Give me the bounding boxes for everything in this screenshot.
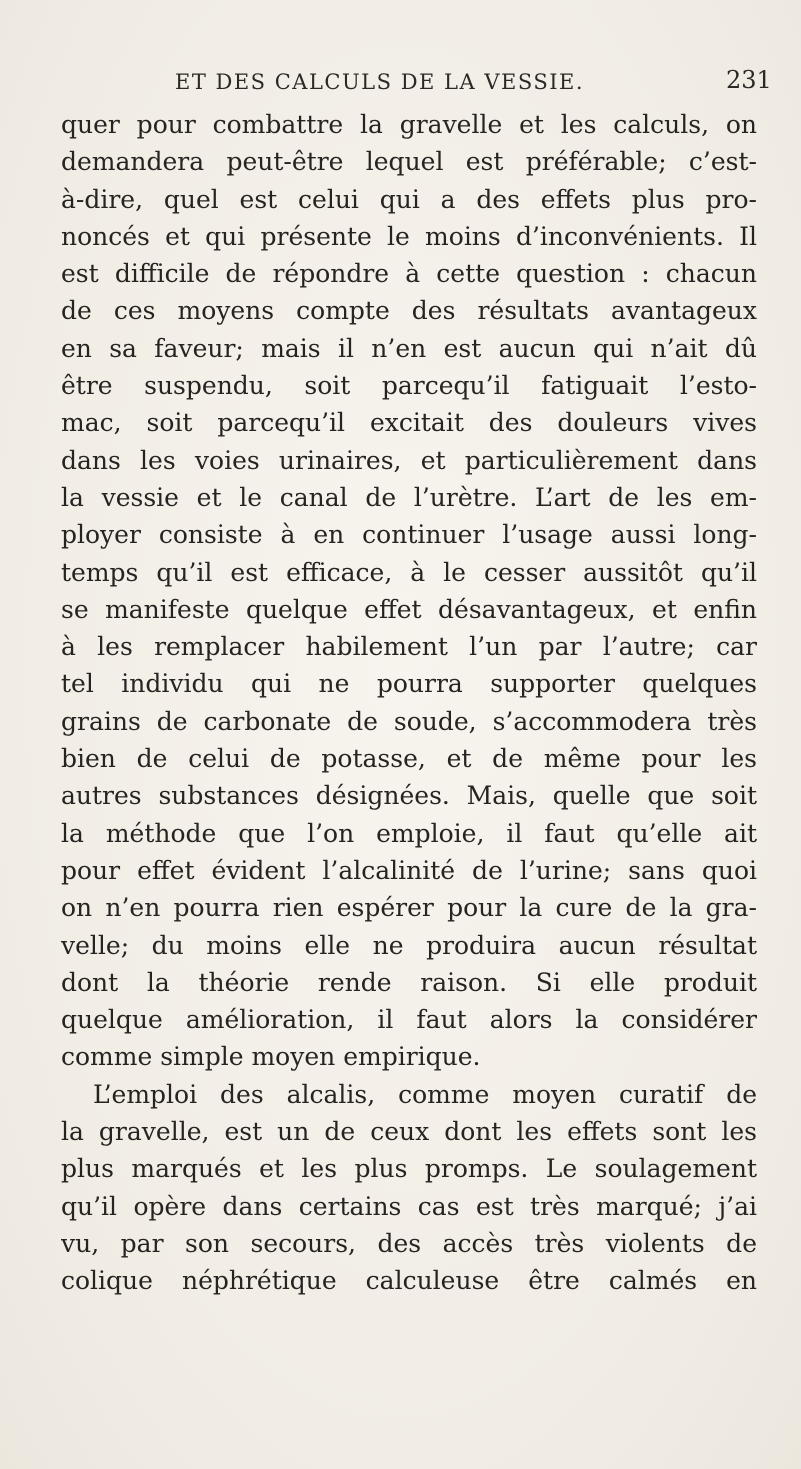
text-line: ployer consiste à en continuer l’usage aussi long- bbox=[61, 520, 757, 550]
text-line: grains de carbonate de soude, s’accommodera très bbox=[61, 706, 757, 736]
text-line: pour effet évident l’alcalinité de l’urine; sans quoi bbox=[61, 855, 757, 885]
text-line: velle; du moins elle ne produira aucun résultat bbox=[61, 930, 757, 960]
text-line: à-dire, quel est celui qui a des effets plus pro- bbox=[61, 184, 757, 214]
running-head: ET DES CALCULS DE LA VESSIE. bbox=[175, 70, 585, 94]
text-line: colique néphrétique calculeuse être calmés en bbox=[61, 1266, 757, 1296]
text-line: se manifeste quelque effet désavantageux, et enfin bbox=[61, 594, 757, 624]
text-line: tel individu qui ne pourra supporter quelques bbox=[61, 669, 757, 699]
text-line: demandera peut-être lequel est préférable; c’est- bbox=[61, 147, 757, 177]
text-line: plus marqués et les plus promps. Le soulagement bbox=[61, 1154, 757, 1184]
text-line: dont la théorie rende raison. Si elle produit bbox=[61, 967, 757, 997]
text-line: autres substances désignées. Mais, quelle que soit bbox=[61, 781, 757, 811]
text-line: bien de celui de potasse, et de même pour les bbox=[61, 744, 757, 774]
text-line: de ces moyens compte des résultats avantageux bbox=[61, 296, 757, 326]
page-number: 231 bbox=[726, 66, 772, 94]
text-line: quelque amélioration, il faut alors la considérer bbox=[61, 1005, 757, 1035]
text-line: on n’en pourra rien espérer pour la cure de la gra- bbox=[61, 893, 757, 923]
text-line: mac, soit parcequ’il excitait des douleurs vives bbox=[61, 408, 757, 438]
body-text bbox=[61, 106, 757, 1300]
text-line: noncés et qui présente le moins d’inconvénients. Il bbox=[61, 221, 757, 251]
text-line: qu’il opère dans certains cas est très marqué; j’ai bbox=[61, 1191, 757, 1221]
paragraph-start-line: L’emploi des alcalis, comme moyen curatif de bbox=[93, 1079, 757, 1109]
text-line: être suspendu, soit parcequ’il fatiguait l’esto- bbox=[61, 371, 757, 401]
text-line: la gravelle, est un de ceux dont les effets sont les bbox=[61, 1117, 757, 1147]
text-line: la vessie et le canal de l’urètre. L’art de les em- bbox=[61, 482, 757, 512]
text-line: vu, par son secours, des accès très violents de bbox=[61, 1228, 757, 1258]
text-line: quer pour combattre la gravelle et les calculs, on bbox=[61, 110, 757, 139]
paragraph-end-line: comme simple moyen empirique. bbox=[61, 1042, 481, 1072]
text-line: à les remplacer habilement l’un par l’autre; car bbox=[61, 632, 757, 662]
text-line: dans les voies urinaires, et particulièrement dans bbox=[61, 445, 757, 475]
text-line: la méthode que l’on emploie, il faut qu’elle ait bbox=[61, 818, 757, 848]
text-line: en sa faveur; mais il n’en est aucun qui n’ait dû bbox=[61, 333, 757, 363]
text-line: temps qu’il est efficace, à le cesser aussitôt qu’il bbox=[61, 557, 757, 587]
text-line: est difficile de répondre à cette question : chacun bbox=[61, 259, 757, 289]
